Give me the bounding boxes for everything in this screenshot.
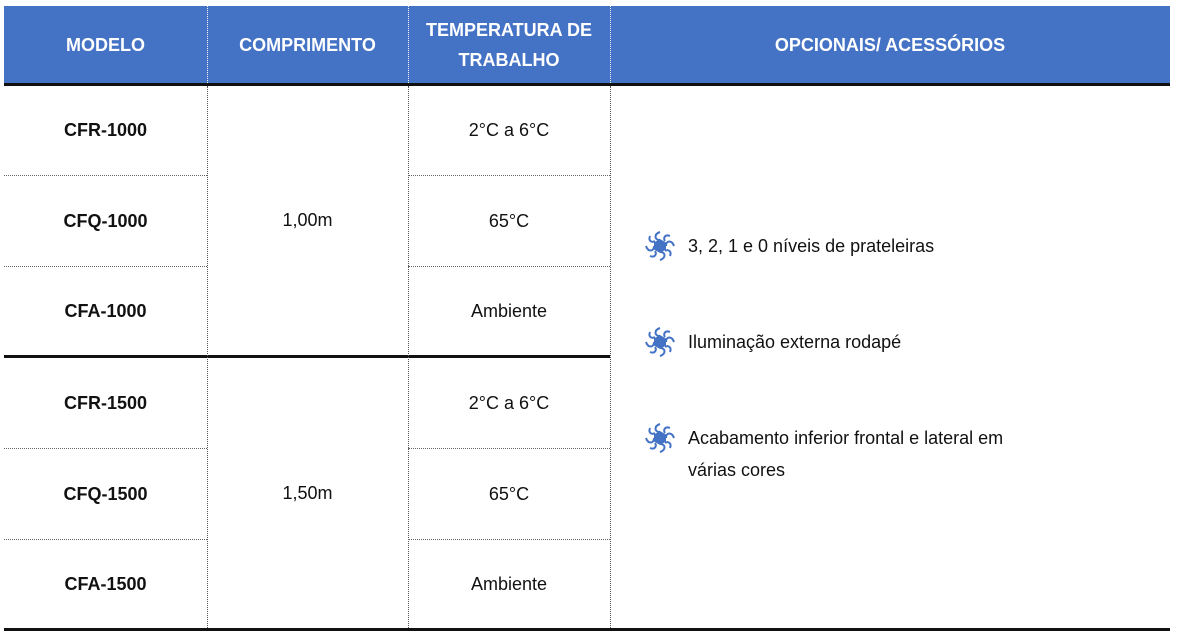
temperature-cell: 65°C <box>488 483 530 504</box>
header-modelo: MODELO <box>66 34 145 55</box>
model-cell: CFA-1500 <box>64 573 147 594</box>
header-divider <box>610 6 611 83</box>
length-cell: 1,00m <box>282 210 333 230</box>
option-text: várias cores <box>688 460 786 480</box>
header-opcionais: OPCIONAIS/ ACESSÓRIOS <box>774 34 1006 55</box>
temperature-cell: 2°C a 6°C <box>468 392 550 413</box>
temperature-cell: 2°C a 6°C <box>468 120 550 140</box>
option-text: Acabamento inferior frontal e lateral em <box>688 428 1004 448</box>
temperature-cell: 65°C <box>488 210 530 231</box>
option-text: Iluminação externa rodapé <box>688 332 902 352</box>
model-cell: CFR-1500 <box>63 392 148 413</box>
table-bottom-rule <box>4 628 1170 631</box>
temperature-cell: Ambiente <box>470 300 548 321</box>
header-comprimento: COMPRIMENTO <box>239 34 376 55</box>
length-cell: 1,50m <box>282 482 333 503</box>
option-item <box>640 422 1003 486</box>
temperature-cell: Ambiente <box>470 573 548 594</box>
option-item <box>640 230 934 266</box>
model-cell: CFQ-1000 <box>63 210 148 231</box>
snowflake-fan-icon <box>640 418 680 458</box>
header-divider <box>207 6 208 83</box>
option-text-block <box>688 422 1003 486</box>
column-divider <box>610 86 611 628</box>
header-temperatura: TEMPERATURA DE TRABALHO <box>426 19 592 70</box>
header-divider <box>408 6 409 83</box>
model-cell: CFR-1000 <box>63 120 148 140</box>
option-text: 3, 2, 1 e 0 níveis de prateleiras <box>688 236 935 256</box>
option-item <box>640 326 901 362</box>
snowflake-fan-icon <box>640 226 680 266</box>
snowflake-fan-icon <box>640 322 680 362</box>
model-cell: CFQ-1500 <box>63 483 148 504</box>
model-cell: CFA-1000 <box>64 300 147 321</box>
